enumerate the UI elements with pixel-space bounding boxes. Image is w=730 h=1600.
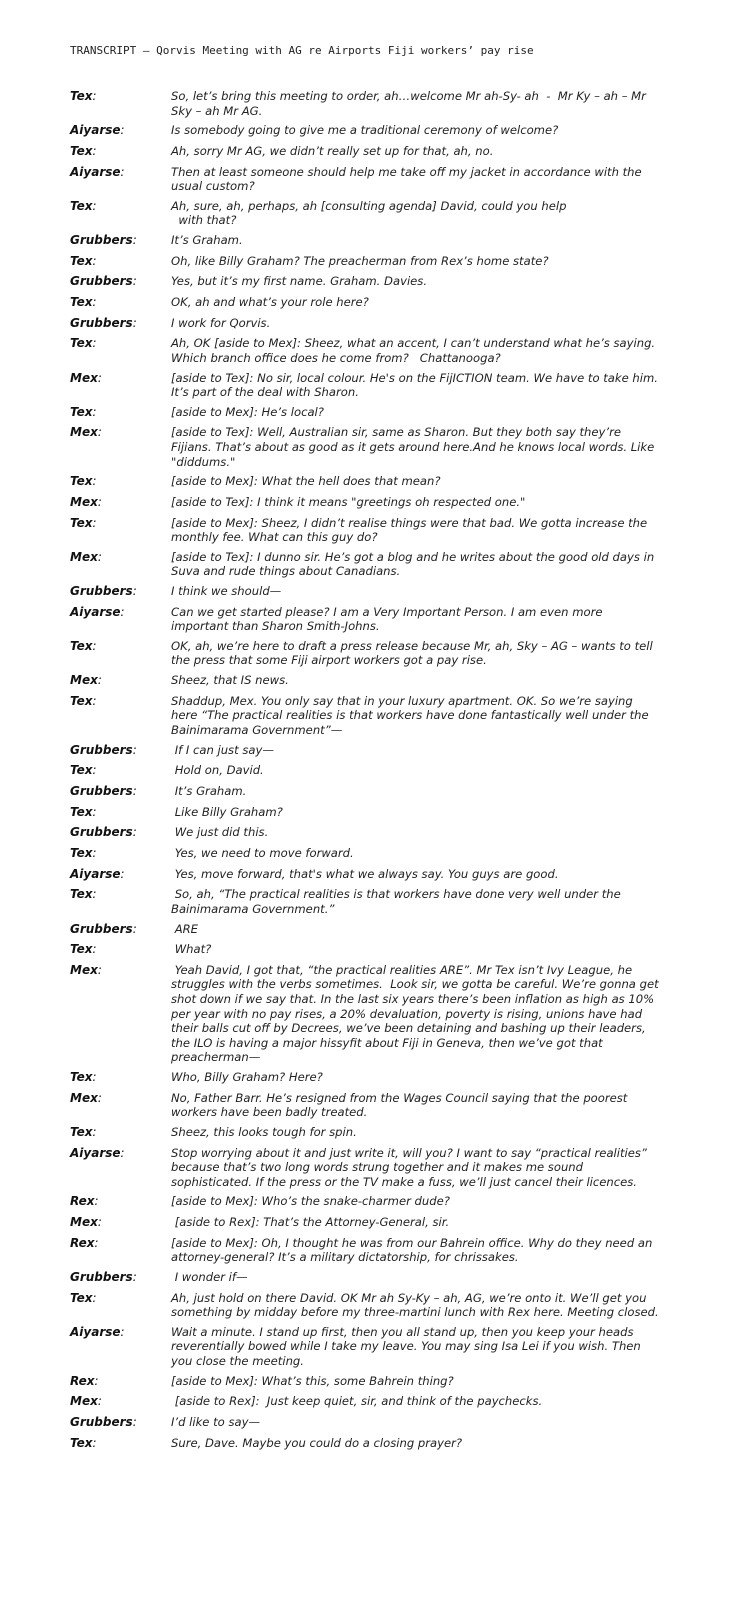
- speaker-name: [70, 1415, 137, 1429]
- speaker-colon: :: [120, 1145, 125, 1160]
- speaker-colon: :: [92, 1124, 97, 1139]
- speaker-name: [70, 605, 125, 619]
- dialogue-text: Yeah David, I got that, “the practical realities ARE”. Mr Tex isn’t Ivy League, he struggles with the verbs sometimes. Look sir, we gotta be careful. We’re gonna get shot down if we say that. In the last six years there’s been inflation as high as 10% per year with no pay rises, a 20% devaluation, poverty is rising, unions have had their balls cut off by Decrees, we’ve been detaining and bashing up their leaders, the ILO is having a major hissyfit about Fiji in Geneva, then we’ve got that preacherman—: [171, 962, 663, 1065]
- speaker-name: [70, 550, 102, 564]
- transcript-line: [0, 1270, 730, 1291]
- dialogue-text: Shaddup, Mex. You only say that in your luxury apartment. OK. So we’re saying here “The practical realities is that workers have done fantastically well under the Bainimarama Government”—: [171, 693, 653, 737]
- speaker-label: Tex: [70, 404, 93, 419]
- dialogue-text: Ah, OK [aside to Mex]: Sheez, what an accent, I can’t understand what he’s saying. Which branch office does he come from? Chattanooga?: [171, 336, 659, 365]
- speaker-name: [70, 673, 102, 687]
- transcript-line: [0, 1215, 730, 1236]
- transcript-line: [0, 425, 730, 474]
- transcript-line: [0, 763, 730, 784]
- dialogue-text: Sure, Dave. Maybe you could do a closing prayer?: [171, 1435, 463, 1450]
- speaker-label: Tex: [70, 198, 93, 213]
- dialogue-text: Sheez, this looks tough for spin.: [171, 1124, 357, 1139]
- speaker-label: Tex: [70, 474, 93, 489]
- speaker-label: Mex: [70, 549, 98, 564]
- speaker-label: Tex: [70, 1124, 93, 1139]
- speaker-name: [70, 1394, 102, 1408]
- speaker-colon: :: [120, 1324, 125, 1339]
- dialogue-text: Sheez, that IS news.: [171, 673, 289, 688]
- speaker-name: [70, 1436, 97, 1450]
- speaker-name: [70, 763, 97, 777]
- speaker-colon: :: [94, 1194, 99, 1209]
- dialogue-text: No, Father Barr. He’s resigned from the Wages Council saying that the poorest workers have been badly treated.: [171, 1090, 632, 1120]
- speaker-name: [70, 316, 137, 330]
- dialogue-text: Can we get started please? I am a Very Important Person. I am even more important than Sharon Smith-Johns.: [171, 604, 607, 634]
- transcript-line: [0, 336, 730, 370]
- speaker-name: [70, 274, 137, 288]
- dialogue-text: [aside to Rex]: That’s the Attorney-General, sir.: [171, 1215, 450, 1230]
- transcript-line: [0, 743, 730, 764]
- speaker-colon: :: [132, 583, 137, 598]
- speaker-colon: :: [132, 921, 137, 936]
- speaker-name: [70, 1270, 137, 1284]
- dialogue-text: [aside to Mex]: He’s local?: [171, 404, 324, 419]
- transcript-line: [0, 963, 730, 1070]
- speaker-colon: :: [92, 1070, 97, 1085]
- speaker-label: Aiyarse: [70, 1324, 121, 1339]
- transcript-line: [0, 922, 730, 943]
- dialogue-text: I work for Qorvis.: [171, 315, 271, 330]
- dialogue-text: [aside to Tex]: I think it means "greetings oh respected one.": [171, 494, 526, 509]
- dialogue-text: [aside to Tex]: No sir, local colour. He's on the FijICTION team. We have to take him. It’s part of the deal with Sharon.: [171, 370, 662, 400]
- speaker-name: [70, 1374, 99, 1388]
- speaker-label: Tex: [70, 693, 93, 708]
- speaker-colon: :: [94, 1373, 99, 1388]
- speaker-colon: :: [92, 336, 97, 351]
- speaker-name: [70, 1215, 102, 1229]
- dialogue-text: Yes, we need to move forward.: [171, 845, 354, 860]
- transcript-line: [0, 1291, 730, 1325]
- speaker-name: [70, 495, 102, 509]
- dialogue-text: [aside to Rex]: Just keep quiet, sir, and think of the paychecks.: [171, 1394, 543, 1409]
- speaker-label: Mex: [70, 673, 98, 688]
- dialogue-text: [aside to Tex]: I dunno sir. He’s got a blog and he writes about the good old days in Suva and rude things about Canadians.: [171, 549, 658, 579]
- speaker-colon: :: [92, 638, 97, 653]
- speaker-label: Tex: [70, 336, 93, 351]
- dialogue-text: Then at least someone should help me take off my jacket in accordance with the usual custom?: [171, 164, 646, 194]
- speaker-label: Grubbers: [70, 921, 133, 936]
- speaker-colon: :: [92, 1435, 97, 1450]
- speaker-name: [70, 942, 97, 956]
- speaker-colon: :: [97, 962, 102, 977]
- speaker-label: Tex: [70, 1070, 93, 1085]
- speaker-name: [70, 887, 97, 901]
- speaker-label: Mex: [70, 370, 98, 385]
- dialogue-text: What?: [171, 942, 212, 957]
- speaker-label: Grubbers: [70, 274, 133, 289]
- dialogue-text: It’s Graham.: [171, 783, 247, 798]
- transcript-line: [0, 887, 730, 921]
- speaker-label: Tex: [70, 638, 93, 653]
- speaker-colon: :: [132, 274, 137, 289]
- transcript-line: [0, 784, 730, 805]
- speaker-label: Tex: [70, 763, 93, 778]
- dialogue-text: [aside to Mex]: Sheez, I didn’t realise things were that bad. We gotta increase the monthly fee. What can this guy do?: [171, 515, 651, 545]
- speaker-colon: :: [132, 783, 137, 798]
- transcript-line: [0, 584, 730, 605]
- speaker-label: Mex: [70, 425, 98, 440]
- dialogue-text: [aside to Mex]: What the hell does that mean?: [171, 474, 441, 489]
- transcript-line: [0, 123, 730, 144]
- speaker-name: [70, 336, 97, 350]
- transcript-line: [0, 165, 730, 199]
- speaker-label: Grubbers: [70, 1269, 133, 1284]
- speaker-colon: :: [92, 763, 97, 778]
- transcript-line: [0, 1146, 730, 1195]
- transcript-line: [0, 942, 730, 963]
- speaker-label: Tex: [70, 804, 93, 819]
- speaker-label: Mex: [70, 494, 98, 509]
- dialogue-text: Who, Billy Graham? Here?: [171, 1070, 323, 1085]
- speaker-colon: :: [120, 604, 125, 619]
- speaker-colon: :: [92, 89, 97, 103]
- speaker-name: [70, 784, 137, 798]
- speaker-colon: :: [92, 404, 97, 419]
- speaker-name: [70, 165, 125, 179]
- speaker-label: Aiyarse: [70, 604, 121, 619]
- dialogue-text: I’d like to say—: [171, 1414, 261, 1429]
- speaker-colon: :: [97, 425, 102, 440]
- dialogue-text: Ah, sorry Mr AG, we didn’t really set up for that, ah, no.: [171, 143, 494, 158]
- speaker-colon: :: [92, 845, 97, 860]
- transcript-line: [0, 605, 730, 639]
- transcript-line: [0, 199, 730, 233]
- transcript-line: [0, 474, 730, 495]
- speaker-name: [70, 516, 97, 530]
- dialogue-text: Ah, sure, ah, perhaps, ah [consulting agenda] David, could you help with that?: [171, 198, 567, 228]
- speaker-name: [70, 743, 137, 757]
- transcript-line: [0, 371, 730, 405]
- transcript-line: [0, 805, 730, 826]
- speaker-label: Tex: [70, 89, 93, 103]
- speaker-label: Aiyarse: [70, 1145, 121, 1160]
- speaker-colon: :: [97, 370, 102, 385]
- transcript-line: [0, 89, 730, 123]
- speaker-colon: :: [92, 887, 97, 902]
- transcript-line: [0, 405, 730, 426]
- speaker-colon: :: [97, 549, 102, 564]
- speaker-name: [70, 371, 102, 385]
- speaker-name: [70, 584, 137, 598]
- speaker-label: Grubbers: [70, 825, 133, 840]
- speaker-name: [70, 694, 97, 708]
- speaker-label: Rex: [70, 1373, 95, 1388]
- transcript-line: [0, 1325, 730, 1374]
- speaker-label: Mex: [70, 962, 98, 977]
- dialogue-text: I wonder if—: [171, 1269, 248, 1284]
- speaker-colon: :: [132, 1269, 137, 1284]
- transcript-line: [0, 233, 730, 254]
- dialogue-text: Hold on, David.: [171, 763, 264, 778]
- speaker-label: Tex: [70, 253, 93, 268]
- speaker-label: Tex: [70, 942, 93, 957]
- transcript-line: [0, 1415, 730, 1436]
- speaker-colon: :: [132, 825, 137, 840]
- speaker-colon: :: [92, 143, 97, 158]
- speaker-name: [70, 1194, 99, 1208]
- speaker-label: Tex: [70, 295, 93, 309]
- transcript-line: [0, 867, 730, 888]
- dialogue-text: I think we should—: [171, 583, 282, 598]
- transcript-line: [0, 254, 730, 275]
- speaker-label: Aiyarse: [70, 123, 121, 138]
- speaker-colon: :: [120, 866, 125, 881]
- dialogue-text: Yes, move forward, that's what we always say. You guys are good.: [171, 866, 559, 881]
- speaker-label: Grubbers: [70, 783, 133, 798]
- transcript-line: [0, 1374, 730, 1395]
- speaker-label: Mex: [70, 1215, 98, 1230]
- transcript-line: [0, 846, 730, 867]
- speaker-colon: :: [92, 198, 97, 213]
- dialogue-text: We just did this.: [171, 825, 269, 840]
- speaker-colon: :: [94, 1235, 99, 1250]
- speaker-name: [70, 89, 97, 103]
- speaker-name: [70, 425, 102, 439]
- dialogue-text: If I can just say—: [171, 742, 274, 757]
- transcript-line: [0, 316, 730, 337]
- speaker-label: Mex: [70, 1090, 98, 1105]
- dialogue-text: Ah, just hold on there David. OK Mr ah Sy-Ky – ah, AG, we’re onto it. We’ll get you something by midday before my three-martini lunch with Rex here. Meeting closed.: [171, 1290, 659, 1320]
- transcript-line: [0, 1436, 730, 1457]
- transcript-line: [0, 1070, 730, 1091]
- speaker-colon: :: [92, 942, 97, 957]
- dialogue-text: OK, ah and what’s your role here?: [171, 295, 369, 309]
- speaker-name: [70, 123, 125, 137]
- speaker-colon: :: [120, 164, 125, 179]
- transcript-line: [0, 295, 730, 316]
- dialogue-text: Like Billy Graham?: [171, 804, 283, 819]
- speaker-name: [70, 474, 97, 488]
- speaker-label: Grubbers: [70, 315, 133, 330]
- speaker-name: [70, 963, 102, 977]
- speaker-label: Rex: [70, 1235, 95, 1250]
- speaker-name: [70, 1070, 97, 1084]
- dialogue-text: [aside to Mex]: Oh, I thought he was from our Bahrein office. Why do they need an attorney-general? It’s a military dictatorship, for chrissakes.: [171, 1235, 657, 1265]
- transcript-line: [0, 1125, 730, 1146]
- transcript-line: [0, 1091, 730, 1125]
- speaker-label: Grubbers: [70, 583, 133, 598]
- speaker-colon: :: [132, 315, 137, 330]
- transcript-line: [0, 274, 730, 295]
- speaker-name: [70, 199, 97, 213]
- transcript-line: [0, 694, 730, 743]
- speaker-colon: :: [92, 804, 97, 819]
- speaker-label: Grubbers: [70, 742, 133, 757]
- speaker-label: Tex: [70, 1435, 93, 1450]
- speaker-colon: :: [97, 1215, 102, 1230]
- speaker-label: Mex: [70, 1394, 98, 1409]
- transcript-line: [0, 144, 730, 165]
- transcript-line: [0, 516, 730, 550]
- speaker-label: Tex: [70, 1290, 93, 1305]
- dialogue-text: [aside to Mex]: Who’s the snake-charmer dude?: [171, 1194, 450, 1209]
- speaker-colon: :: [132, 232, 137, 247]
- speaker-name: [70, 825, 137, 839]
- speaker-name: [70, 1291, 97, 1305]
- speaker-colon: :: [132, 1414, 137, 1429]
- speaker-label: Aiyarse: [70, 866, 121, 881]
- speaker-label: Tex: [70, 887, 93, 902]
- dialogue-text: So, ah, “The practical realities is that workers have done very well under the Bainimarama Government.”: [171, 887, 625, 916]
- speaker-label: Grubbers: [70, 232, 133, 247]
- speaker-name: [70, 233, 137, 247]
- dialogue-text: It’s Graham.: [171, 232, 243, 247]
- dialogue-text: OK, ah, we’re here to draft a press release because Mr, ah, Sky – AG – wants to tell the press that some Fiji airport workers got a pay rise.: [171, 638, 657, 668]
- dialogue-text: [aside to Mex]: What’s this, some Bahrein thing?: [171, 1373, 454, 1388]
- speaker-name: [70, 1236, 99, 1250]
- transcript-line: [0, 495, 730, 516]
- transcript-line: [0, 1394, 730, 1415]
- dialogue-text: [aside to Tex]: Well, Australian sir, same as Sharon. But they both say they’re Fijians. That’s about as good as it gets around here.And he knows local words. Like "diddums.": [171, 425, 658, 469]
- speaker-colon: :: [97, 494, 102, 509]
- speaker-label: Tex: [70, 143, 93, 158]
- speaker-label: Rex: [70, 1194, 95, 1209]
- speaker-colon: :: [120, 123, 125, 138]
- transcript-line: [0, 825, 730, 846]
- speaker-name: [70, 295, 97, 309]
- transcript-line: [0, 639, 730, 673]
- speaker-colon: :: [92, 474, 97, 489]
- speaker-colon: :: [92, 1290, 97, 1305]
- speaker-name: [70, 1125, 97, 1139]
- dialogue-text: Yes, but it’s my first name. Graham. Davies.: [171, 274, 428, 289]
- dialogue-text: ARE: [171, 921, 198, 936]
- speaker-colon: :: [92, 295, 97, 309]
- transcript-line: [0, 1236, 730, 1270]
- speaker-colon: :: [92, 693, 97, 708]
- dialogue-text: Oh, like Billy Graham? The preacherman from Rex’s home state?: [171, 253, 549, 268]
- transcript-line: [0, 1194, 730, 1215]
- document-title: TRANSCRIPT – Qorvis Meeting with AG re Airports Fiji workers’ pay rise: [70, 44, 534, 57]
- speaker-label: Grubbers: [70, 1414, 133, 1429]
- speaker-name: [70, 254, 97, 268]
- dialogue-text: Wait a minute. I stand up first, then you all stand up, then you keep your heads reverentially bowed while I take my leave. You may sing Isa Lei if you wish. Then you close the meeting.: [171, 1324, 645, 1368]
- speaker-colon: :: [92, 253, 97, 268]
- transcript-line: [0, 550, 730, 584]
- speaker-name: [70, 1325, 125, 1339]
- speaker-colon: :: [97, 1090, 102, 1105]
- speaker-colon: :: [92, 515, 97, 530]
- speaker-name: [70, 922, 137, 936]
- speaker-name: [70, 805, 97, 819]
- dialogue-text: So, let’s bring this meeting to order, ah…welcome Mr ah-Sy- ah - Mr Ky – ah – Mr Sky – ah Mr AG.: [171, 89, 650, 118]
- dialogue-text: Is somebody going to give me a traditional ceremony of welcome?: [171, 123, 559, 138]
- transcript-line: [0, 673, 730, 694]
- speaker-colon: :: [132, 742, 137, 757]
- speaker-label: Aiyarse: [70, 164, 121, 179]
- speaker-name: [70, 846, 97, 860]
- dialogue-text: Stop worrying about it and just write it, will you? I want to say “practical realities” because that’s two long words strung together and it makes me sound sophisticated. If the press or the TV make a fuss, we’ll just cancel their licences.: [171, 1145, 651, 1189]
- speaker-name: [70, 405, 97, 419]
- speaker-colon: :: [97, 1394, 102, 1409]
- speaker-name: [70, 639, 97, 653]
- speaker-label: Tex: [70, 515, 93, 530]
- speaker-name: [70, 867, 125, 881]
- speaker-name: [70, 1091, 102, 1105]
- speaker-name: [70, 1146, 125, 1160]
- speaker-colon: :: [97, 673, 102, 688]
- transcript: [0, 89, 730, 1456]
- speaker-name: [70, 144, 97, 158]
- speaker-label: Tex: [70, 845, 93, 860]
